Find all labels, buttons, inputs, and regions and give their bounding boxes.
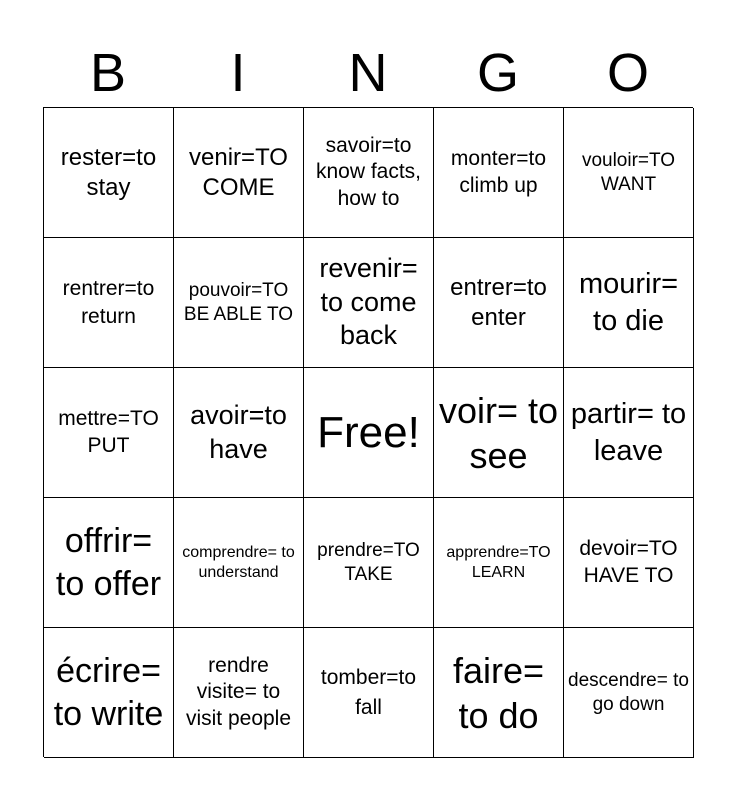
cell-text: rendre visite= to visit people bbox=[185, 654, 292, 730]
header-letter-o: O bbox=[606, 43, 649, 103]
bingo-cell-r1c5[interactable] bbox=[564, 108, 694, 238]
cell-text: mourir= to die bbox=[578, 268, 679, 337]
bingo-cell-r5c2[interactable] bbox=[174, 628, 304, 758]
bingo-cell-r5c1[interactable] bbox=[44, 628, 174, 758]
cell-text: venir=TO COME bbox=[189, 143, 288, 201]
header-letter-b: B bbox=[89, 43, 127, 103]
cell-text: prendre=TO TAKE bbox=[317, 539, 420, 585]
bingo-cell-r2c5[interactable] bbox=[564, 238, 694, 368]
bingo-cell-r3c1[interactable] bbox=[44, 368, 174, 498]
cell-text: savoir=to know facts, how to bbox=[315, 134, 422, 210]
bingo-board bbox=[43, 107, 693, 757]
cell-text: mettre=TO PUT bbox=[58, 407, 159, 457]
cell-text: rentrer=to return bbox=[62, 277, 155, 328]
bingo-cell-r4c3[interactable] bbox=[304, 498, 434, 628]
bingo-cell-r4c1[interactable] bbox=[44, 498, 174, 628]
bingo-cell-r4c4[interactable] bbox=[434, 498, 564, 628]
header-letter-g: G bbox=[476, 43, 519, 103]
cell-text: rester=to stay bbox=[60, 143, 157, 201]
bingo-cell-r4c5[interactable] bbox=[564, 498, 694, 628]
cell-text: écrire= to write bbox=[53, 652, 164, 733]
cell-text: faire= to do bbox=[452, 649, 545, 736]
cell-text: tomber=to fall bbox=[320, 666, 417, 719]
free-space-text: Free! bbox=[317, 408, 420, 457]
cell-text: entrer=to enter bbox=[450, 273, 547, 331]
bingo-cell-r2c3[interactable] bbox=[304, 238, 434, 368]
bingo-cell-free[interactable] bbox=[304, 368, 434, 498]
bingo-cell-r5c5[interactable] bbox=[564, 628, 694, 758]
cell-text: partir= to leave bbox=[570, 398, 687, 467]
bingo-cell-r2c2[interactable] bbox=[174, 238, 304, 368]
cell-text: monter=to climb up bbox=[450, 147, 547, 197]
bingo-cell-r4c2[interactable] bbox=[174, 498, 304, 628]
bingo-cell-r5c4[interactable] bbox=[434, 628, 564, 758]
bingo-cell-r2c1[interactable] bbox=[44, 238, 174, 368]
bingo-header bbox=[43, 40, 693, 106]
bingo-cell-r1c4[interactable] bbox=[434, 108, 564, 238]
cell-text: descendre= to go down bbox=[568, 669, 689, 715]
bingo-cell-r3c2[interactable] bbox=[174, 368, 304, 498]
cell-text: comprendre= to understand bbox=[182, 543, 295, 581]
bingo-cell-r5c3[interactable] bbox=[304, 628, 434, 758]
cell-text: devoir=TO HAVE TO bbox=[579, 537, 678, 587]
cell-text: revenir= to come back bbox=[319, 252, 418, 351]
header-letter-n: N bbox=[348, 43, 388, 103]
bingo-cell-r1c2[interactable] bbox=[174, 108, 304, 238]
cell-text: avoir=to have bbox=[190, 399, 287, 464]
cell-text: vouloir=TO WANT bbox=[581, 149, 676, 195]
bingo-cell-r1c3[interactable] bbox=[304, 108, 434, 238]
bingo-cell-r2c4[interactable] bbox=[434, 238, 564, 368]
header-letter-i: I bbox=[230, 43, 246, 103]
bingo-cell-r1c1[interactable] bbox=[44, 108, 174, 238]
cell-text: apprendre=TO LEARN bbox=[446, 543, 551, 581]
cell-text: offrir= to offer bbox=[55, 522, 162, 603]
cell-text: pouvoir=TO BE ABLE TO bbox=[183, 279, 294, 325]
cell-text: voir= to see bbox=[438, 389, 559, 476]
bingo-cell-r3c4[interactable] bbox=[434, 368, 564, 498]
bingo-cell-r3c5[interactable] bbox=[564, 368, 694, 498]
